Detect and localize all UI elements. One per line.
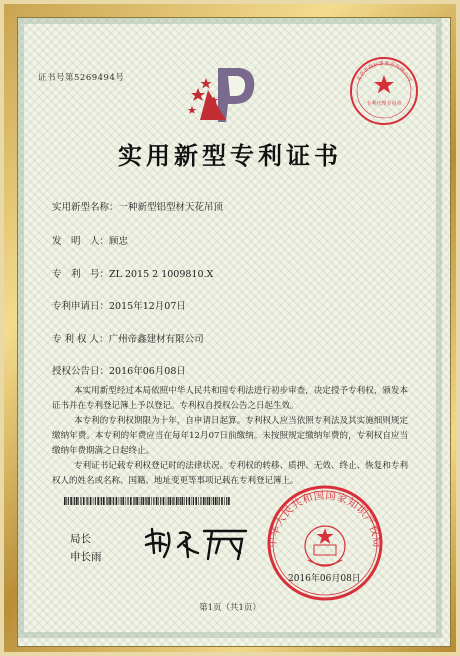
barcode-bar: [212, 497, 213, 505]
barcode-bar: [106, 497, 107, 505]
barcode-bar: [226, 497, 227, 505]
barcode-bar: [189, 497, 191, 505]
barcode-bar: [173, 497, 174, 505]
field-label: 专 利 号：: [52, 269, 110, 280]
barcode-bar: [97, 497, 99, 505]
barcode-bar: [213, 497, 214, 505]
barcode-bar: [112, 497, 113, 505]
barcode-bar: [130, 497, 132, 505]
agency-seal-center-text: 专利代理专用章: [366, 101, 402, 107]
barcode-bar: [123, 497, 125, 505]
field-value: 顾忠: [109, 236, 129, 247]
barcode-bar: [178, 497, 179, 505]
barcode-bar: [172, 497, 173, 505]
barcode-bar: [100, 497, 101, 505]
certificate-title: 实用新型专利证书: [118, 141, 342, 170]
barcode-bar: [170, 497, 172, 505]
barcode-bar: [73, 497, 74, 505]
field-label: 发 明 人：: [52, 236, 110, 247]
field-utility-model-name: [52, 199, 223, 213]
barcode-bar: [139, 497, 140, 505]
barcode-bar: [134, 497, 135, 505]
barcode-bar: [76, 497, 78, 505]
barcode-bar: [156, 497, 158, 505]
body-paragraph-1: 本实用新型经过本局依照中华人民共和国专利法进行初步审查，决定授予专利权，颁发本证书并在专利登记簿上予以登记。专利权自授权公告之日起生效。: [52, 386, 408, 411]
body-paragraph-3: 专利证书记载专利权登记时的法律状况。专利权的转移、质押、无效、终止、恢复和专利权人的姓名或名称、国籍、地址变更等事项记载在专利登记簿上。: [52, 461, 408, 486]
barcode-bar: [186, 497, 187, 505]
agency-seal-ring-text: 北京市商标事务所有限公司: [355, 60, 413, 83]
barcode-bar: [184, 497, 185, 505]
barcode-bar: [113, 497, 114, 505]
field-value: 2015年12月07日: [109, 301, 186, 312]
barcode-bar: [145, 497, 146, 505]
barcode-bar: [90, 497, 92, 505]
barcode-bar: [101, 497, 102, 505]
field-value: 一种新型铝型材天花吊顶: [118, 202, 224, 213]
barcode-bar: [151, 497, 152, 505]
barcode-bar: [221, 497, 223, 505]
field-label: 专利申请日：: [52, 301, 110, 312]
barcode-bar: [168, 497, 169, 505]
barcode-bar: [68, 497, 69, 505]
barcode-bar: [200, 497, 201, 505]
barcode-bar: [133, 497, 134, 505]
barcode-bar: [136, 497, 138, 505]
barcode-bar: [141, 497, 142, 505]
barcode-bar: [228, 497, 230, 505]
barcode-bar: [143, 497, 145, 505]
barcode-bar: [87, 497, 88, 505]
signature-name: 申长雨: [70, 551, 102, 563]
barcode-bar: [203, 497, 205, 505]
barcode-bar: [192, 497, 193, 505]
barcode-bar: [207, 497, 208, 505]
barcode-bar: [153, 497, 154, 505]
barcode-bar: [217, 497, 218, 505]
barcode-bar: [103, 497, 105, 505]
barcode-bar: [146, 497, 147, 505]
barcode-bar: [128, 497, 129, 505]
barcode-bar: [224, 497, 225, 505]
barcode-bar: [93, 497, 94, 505]
barcode-bar: [166, 497, 167, 505]
field-patent-number: [52, 266, 213, 280]
seal-date: 2016年06月08日: [288, 574, 361, 584]
field-patentee: [52, 331, 204, 345]
barcode-bar: [66, 497, 67, 505]
barcode-bar: [119, 497, 120, 505]
barcode-bar: [83, 497, 85, 505]
barcode-bar: [209, 497, 211, 505]
barcode-bar: [215, 497, 217, 505]
field-value: 广州帝鑫建材有限公司: [108, 334, 204, 345]
field-value: ZL 2015 2 1009810.X: [109, 269, 214, 280]
seal-ring-text: 中华人民共和国国家知识产权局: [266, 489, 384, 549]
barcode-bar: [64, 497, 66, 505]
barcode-bar: [109, 497, 111, 505]
barcode-bar: [95, 497, 96, 505]
barcode-bar: [116, 497, 118, 505]
barcode-bar: [160, 497, 161, 505]
barcode-bar: [158, 497, 159, 505]
field-label: 专 利 权 人：: [52, 334, 109, 345]
field-label: 实用新型名称：: [52, 202, 119, 213]
certificate-number: 证书号第5269494号: [38, 73, 125, 83]
barcode-bar: [86, 497, 87, 505]
barcode-bar: [74, 497, 75, 505]
page-number: 第1页（共1页）: [199, 603, 261, 613]
barcode-bar: [126, 497, 127, 505]
barcode-bar: [182, 497, 184, 505]
barcode: [64, 497, 230, 505]
barcode-bar: [219, 497, 220, 505]
barcode-bar: [193, 497, 194, 505]
barcode-bar: [121, 497, 122, 505]
field-value: 2016年06月08日: [109, 366, 186, 377]
patent-office-emblem-icon: [188, 60, 268, 130]
barcode-bar: [78, 497, 79, 505]
field-filing-date: [52, 298, 186, 312]
field-grant-date: [52, 363, 186, 377]
state-ip-office-seal: [264, 482, 386, 604]
barcode-bar: [195, 497, 197, 505]
field-inventor: [52, 233, 128, 247]
barcode-bar: [180, 497, 181, 505]
barcode-bar: [80, 497, 81, 505]
barcode-bar: [148, 497, 150, 505]
barcode-bar: [163, 497, 165, 505]
handwritten-signature: [142, 523, 252, 563]
barcode-bar: [198, 497, 199, 505]
field-label: 授权公告日：: [52, 366, 110, 377]
barcode-bar: [107, 497, 108, 505]
barcode-bar: [70, 497, 72, 505]
barcode-bar: [176, 497, 178, 505]
agency-seal: [348, 55, 420, 127]
body-paragraph-2: 本专利的专利权期限为十年，自申请日起算。专利权人应当依照专利法及其实施细则规定缴纳年费。本专利的年费应当在每年12月07日前缴纳。未按照规定缴纳年费的，专利权自应当缴纳年费期满之日起终止。: [52, 416, 408, 456]
signature-title: 局长: [70, 533, 91, 545]
barcode-bar: [205, 497, 206, 505]
